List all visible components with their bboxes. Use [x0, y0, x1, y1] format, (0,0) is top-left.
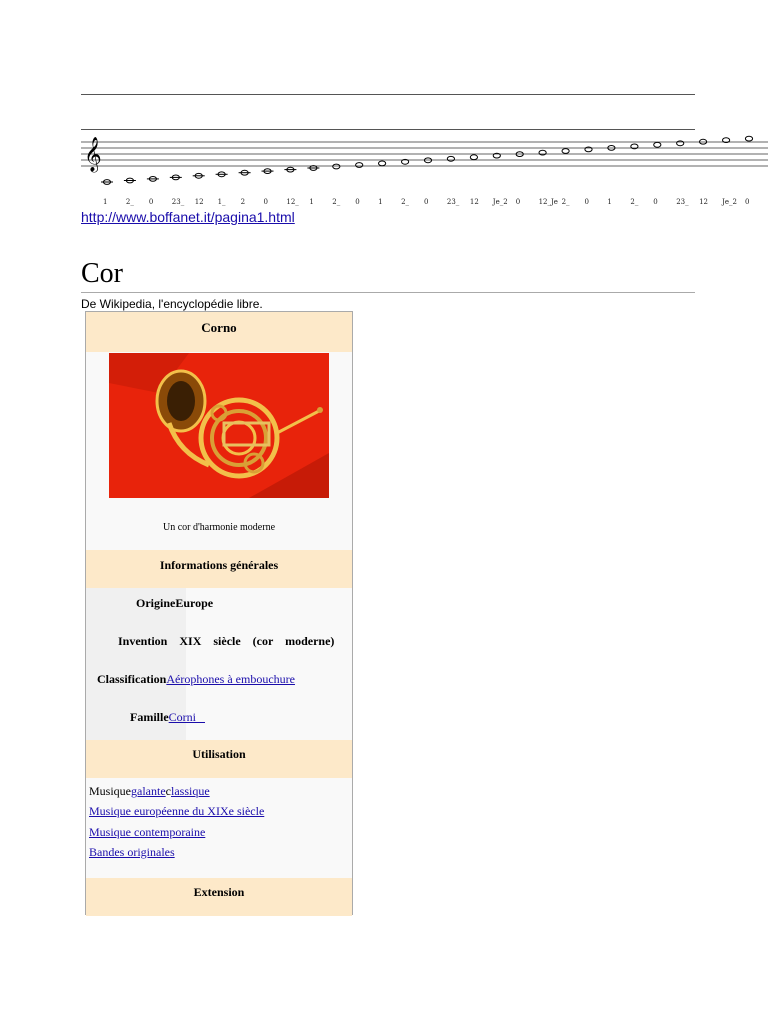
fingering-label: 2_ [332, 198, 341, 206]
fingering-label: 1 [378, 198, 383, 206]
classification-row [97, 672, 295, 687]
family-row [130, 710, 205, 725]
horn-photo [109, 353, 329, 498]
xixe-link[interactable]: Musique européenne du XIXe siècle [89, 804, 265, 818]
fingering-label: 23_ [676, 198, 689, 206]
fingering-label: 12 [469, 198, 479, 206]
origin-label: Origine [136, 596, 176, 610]
tagline: De Wikipedia, l'encyclopédie libre. [81, 297, 263, 311]
fingering-label: 0 [515, 198, 521, 206]
contemporaine-link[interactable]: Musique contemporaine [89, 825, 206, 839]
use-item-contemporaine [89, 825, 205, 840]
family-label: Famille [130, 710, 169, 724]
note-head [447, 156, 454, 161]
fingering-label: 1_ [217, 198, 226, 206]
title-divider [81, 292, 695, 293]
classification-label: Classification [97, 672, 167, 686]
fingering-label: 0 [355, 198, 360, 206]
invention-label: Invention [118, 634, 168, 648]
source-link[interactable]: http://www.boffanet.it/pagina1.html [81, 209, 295, 225]
use-prefix: Musique [89, 784, 131, 798]
bandes-link[interactable]: Bandes originales [89, 845, 175, 859]
fingering-label: 12_Je [538, 198, 558, 206]
galante-link[interactable]: galante [131, 784, 166, 798]
classique-link[interactable]: lassique [170, 784, 210, 798]
fingering-label: 1 [607, 198, 612, 206]
fingering-label: Je_2 [722, 198, 738, 206]
note-head [654, 142, 661, 147]
note-head [379, 161, 386, 166]
horn-range-score [81, 132, 768, 212]
section-extension: Extension [86, 878, 352, 916]
fingering-label: Je_2 [492, 198, 508, 206]
fingering-label: 2_ [561, 198, 570, 206]
section-use: Utilisation [86, 740, 352, 778]
fingering-label: 12 [699, 198, 709, 206]
note-head [562, 149, 569, 154]
note-head [356, 163, 363, 168]
page-title: Cor [81, 258, 123, 289]
note-head [333, 164, 340, 169]
note-head [470, 155, 477, 160]
fingering-label: 1 [309, 198, 314, 206]
origin-row [136, 596, 213, 611]
family-link[interactable]: Corni [168, 710, 196, 724]
fingering-label: 2_ [630, 198, 639, 206]
fingering-label: 0 [263, 198, 268, 206]
use-item-musique [89, 784, 210, 799]
staff-top-rule [81, 129, 695, 130]
use-item-bandes [89, 845, 175, 860]
fingering-label: 12 [194, 198, 204, 206]
fingering-label: 0 [584, 198, 589, 206]
infobox-title: Corno [86, 312, 352, 352]
invention-row [118, 634, 340, 649]
fingering-label: 0 [653, 198, 658, 206]
origin-value: Europe [175, 596, 214, 610]
top-rule [81, 94, 695, 95]
note-head [745, 136, 752, 141]
fingering-label: 2_ [401, 198, 410, 206]
section-general: Informations générales [86, 550, 352, 588]
fingering-label: 23_ [446, 198, 460, 206]
fingering-label: 0 [745, 198, 750, 206]
classification-link[interactable]: Aérophones à embouchure [166, 672, 295, 686]
fingering-label: 12_ [286, 198, 299, 206]
fingering-label: 0 [148, 198, 154, 206]
infobox [85, 311, 353, 915]
fingering-label: 23_ [171, 198, 185, 206]
invention-value: XIX siècle (cor moderne) [179, 634, 335, 648]
fingering-label: 1 [103, 198, 108, 206]
use-mid: c [165, 784, 171, 798]
fingering-label: 2 [240, 198, 246, 206]
image-caption: Un cor d'harmonie moderne [162, 522, 276, 533]
treble-clef-icon: 𝄞 [84, 137, 102, 172]
use-item-xixe [89, 804, 264, 819]
fingering-label: 2_ [125, 198, 134, 206]
fingering-label: 0 [424, 198, 429, 206]
